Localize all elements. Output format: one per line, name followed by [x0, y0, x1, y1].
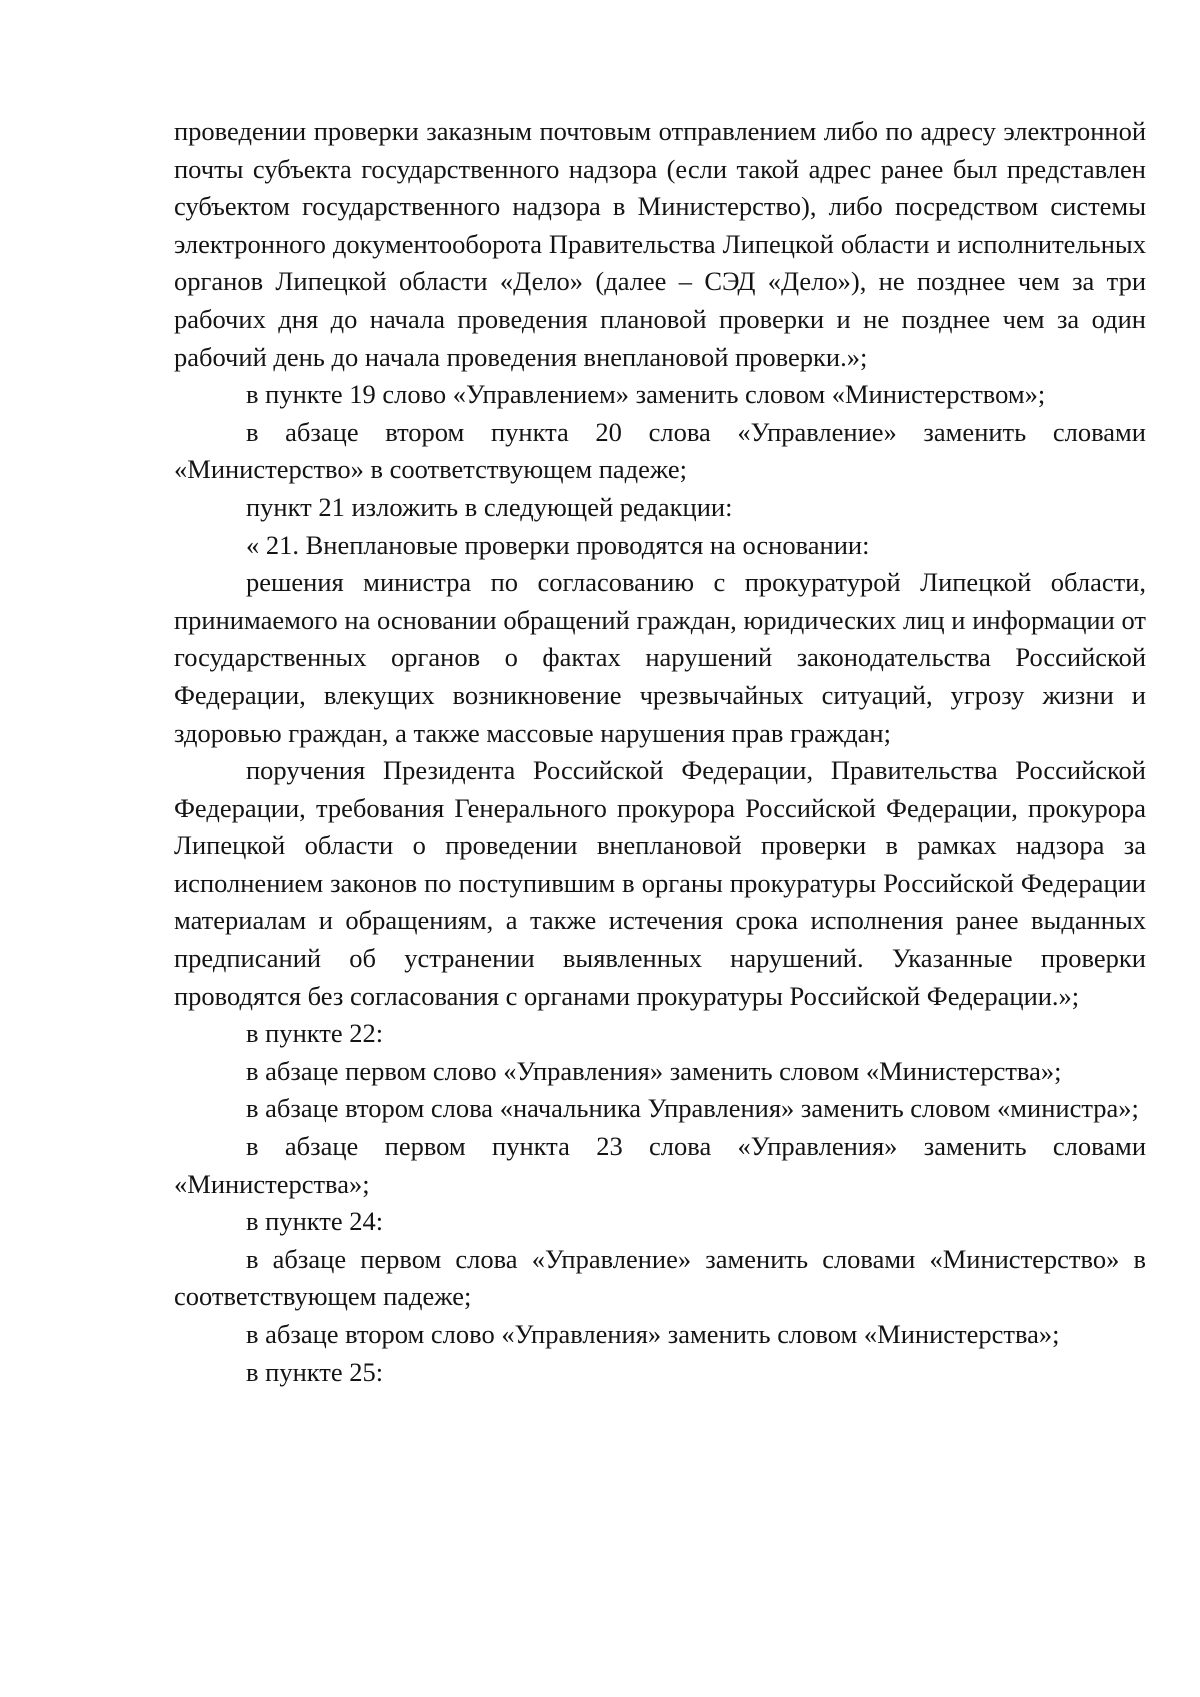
paragraph-item-22-second: в абзаце втором слова «начальника Управления» заменить словом «министра»;: [246, 1093, 1139, 1124]
paragraph-item-25-intro: в пункте 25:: [246, 1356, 384, 1387]
paragraph-item-21-heading: « 21. Внеплановые проверки проводятся на основании:: [246, 529, 870, 560]
paragraph-item-22-first: в абзаце первом слово «Управления» заменить словом «Министерства»;: [246, 1055, 1062, 1086]
paragraph-item-24-intro: в пункте 24:: [246, 1206, 384, 1237]
paragraph-item-21-decision: решения министра по согласованию с прокуратурой Липецкой области, принимаемого на основании обращений граждан, юридических лиц и информации от государственных органов о фактах нарушений законодательства Российской Федерации, влекущих возникновение чрезвычайных ситуаций, угрозу жизни и здоровью граждан, а также массовые нарушения прав граждан;: [174, 567, 1146, 748]
paragraph-item-24-second: в абзаце втором слово «Управления» заменить словом «Министерства»;: [246, 1319, 1060, 1349]
paragraph-item-22-intro: в пункте 22:: [246, 1018, 384, 1049]
paragraph-item-21-intro: пункт 21 изложить в следующей редакции:: [246, 491, 733, 522]
document-text: [174, 113, 1146, 1391]
paragraph-continuation: проведении проверки заказным почтовым отправлением либо по адресу электронной почты субъекта государственного надзора (если такой адрес ранее был представлен субъектом государственного надзора в Министерство), либо посредством системы электронного документооборота Правительства Липецкой области и исполнительных органов Липецкой области «Дело» (далее – СЭД «Дело»), не позднее чем за три рабочих дня до начала проведения плановой проверки и не позднее чем за один рабочий день до начала проведения внеплановой проверки.»;: [174, 116, 1146, 372]
paragraph-item-23: в абзаце первом пункта 23 слова «Управления» заменить словами «Министерства»;: [174, 1131, 1146, 1199]
paragraph-item-21-orders: поручения Президента Российской Федерации, Правительства Российской Федерации, требования Генерального прокурора Российской Федерации, прокурора Липецкой области о проведении внеплановой проверки в рамках надзора за исполнением законов по поступившим в органы прокуратуры Российской Федерации материалам и обращениям, а также истечения срока исполнения ранее выданных предписаний об устранении выявленных нарушений. Указанные проверки проводятся без согласования с органами прокуратуры Российской Федерации.»;: [174, 755, 1146, 1011]
paragraph-item-20: в абзаце втором пункта 20 слова «Управление» заменить словами «Министерство» в соответствующем падеже;: [174, 416, 1146, 485]
paragraph-item-24-first: в абзаце первом слова «Управление» заменить словами «Министерство» в соответствующем падеже;: [174, 1243, 1146, 1312]
paragraph-item-19: в пункте 19 слово «Управлением» заменить словом «Министерством»;: [246, 379, 1046, 410]
